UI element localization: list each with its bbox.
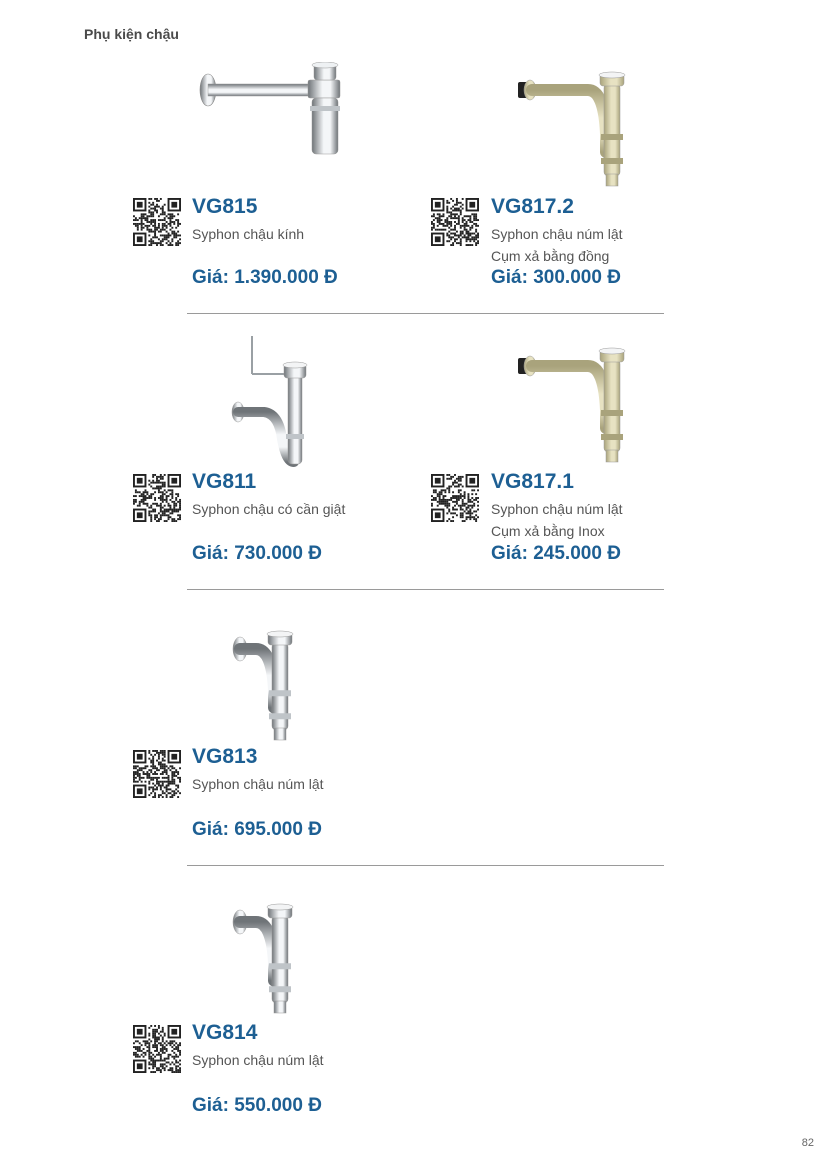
- product-image: [190, 62, 350, 162]
- section-title: Phụ kiện chậu: [84, 26, 179, 42]
- product-code: VG815: [192, 195, 258, 218]
- qr-code: [431, 198, 479, 246]
- product-description: Syphon chậu núm lật: [491, 226, 623, 242]
- product-description: Syphon chậu kính: [192, 226, 305, 242]
- product-description: Syphon chậu núm lật: [491, 501, 623, 517]
- product-price: Giá: 1.390.000 Đ: [192, 267, 338, 288]
- divider: [187, 313, 664, 314]
- product-image: [516, 68, 646, 188]
- divider: [187, 589, 664, 590]
- product-image: [224, 900, 314, 1015]
- product-image: [224, 627, 314, 742]
- product-price: Giá: 245.000 Đ: [491, 543, 621, 564]
- product-code: VG814: [192, 1021, 258, 1044]
- qr-code: [133, 1025, 181, 1073]
- divider: [187, 865, 664, 866]
- product-code: VG811: [192, 470, 257, 493]
- product-price: Giá: 730.000 Đ: [192, 543, 322, 564]
- qr-code: [133, 198, 181, 246]
- page-number: 82: [801, 1137, 814, 1149]
- product-image: [516, 344, 646, 464]
- qr-code: [431, 474, 479, 522]
- product-description: Syphon chậu núm lật: [192, 776, 324, 792]
- product-description: Syphon chậu có cần giật: [192, 501, 346, 517]
- product-price: Giá: 300.000 Đ: [491, 267, 621, 288]
- qr-code: [133, 474, 181, 522]
- product-description-line-2: Cụm xả bằng đồng: [491, 248, 610, 264]
- product-price: Giá: 695.000 Đ: [192, 819, 322, 840]
- product-code: VG813: [192, 745, 258, 768]
- product-code: VG817.1: [491, 470, 574, 493]
- product-description: Syphon chậu núm lật: [192, 1052, 324, 1068]
- product-code: VG817.2: [491, 195, 574, 218]
- product-image: [224, 334, 314, 469]
- product-description-line-2: Cụm xả bằng Inox: [491, 523, 605, 539]
- qr-code: [133, 750, 181, 798]
- product-price: Giá: 550.000 Đ: [192, 1095, 322, 1116]
